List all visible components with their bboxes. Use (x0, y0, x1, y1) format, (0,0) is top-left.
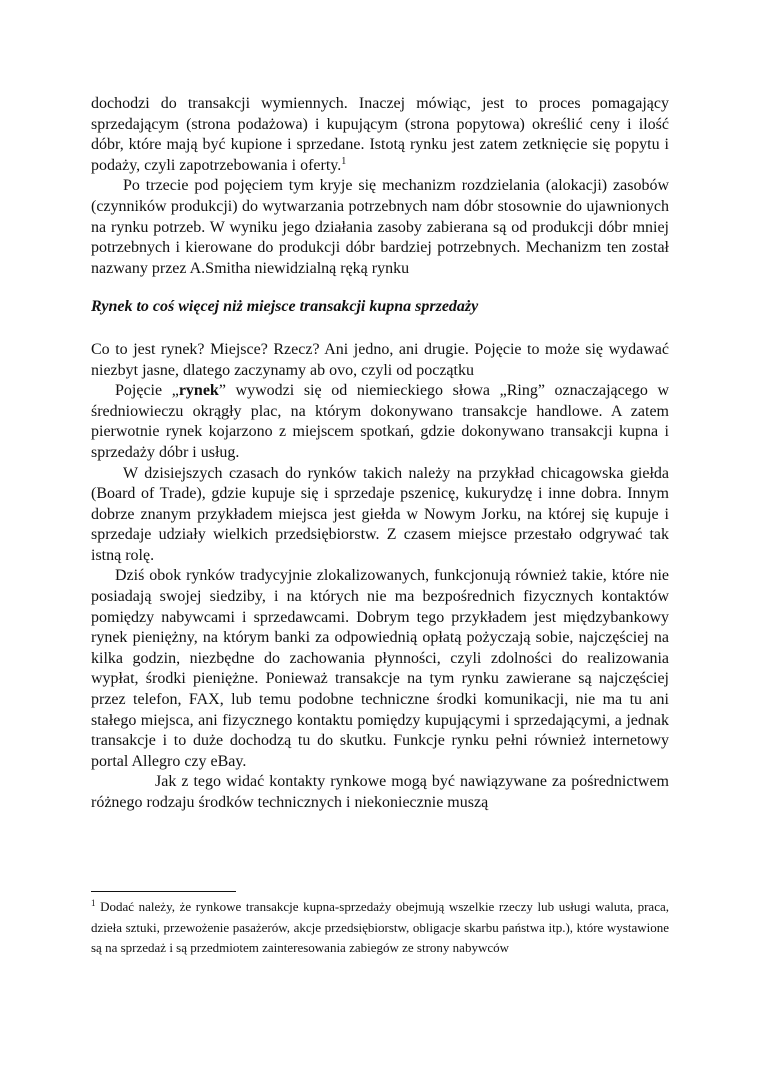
footnote-separator (91, 891, 236, 892)
paragraph (91, 381, 669, 463)
paragraph: Po trzecie pod pojęciem tym kryje się mechanizm rozdzielania (alokacji) zasobów (czynników produkcji) do wytwarzania potrzebnych nam dóbr stosownie do ujawnionych na rynku potrzeb. W wyniku jego działania zasoby zabierana są od produkcji dóbr mniej potrzebnych i kierowane do produkcji dóbr bardziej potrzebnych. Mechanizm ten został nazwany przez A.Smitha niewidzialną ręką rynku (91, 177, 669, 277)
document-body (91, 94, 669, 814)
paragraph: Jak z tego widać kontakty rynkowe mogą być nawiązywane za pośrednictwem różnego rodzaju środków technicznych i niekoniecznie muszą (91, 773, 669, 811)
paragraph (91, 94, 669, 176)
paragraph-text: ” wywodzi się od niemieckiego słowa „Ring” oznaczającego w średniowieczu okrągły plac, na którym dokonywano transakcje handlowe. A zatem pierwotnie rynek kojarzono z miejscem spotkań, gdzie dokonywano transakcji kupna i sprzedaży dóbr i usług. (91, 382, 669, 461)
footnote-number: 1 (91, 898, 96, 908)
footnote-reference[interactable]: 1 (341, 155, 347, 167)
paragraph: W dzisiejszych czasach do rynków takich należy na przykład chicagowska giełda (Board of Trade), gdzie kupuje się i sprzedaje pszenicę, kukurydzę i inne dobra. Innym dobrze znanym przykładem miejsca jest giełda w Nowym Jorku, na której się kupuje i sprzedaje udziały wielkich przedsiębiorstw. Z czasem miejsce przestało odgrywać tak istną rolę. (91, 464, 669, 564)
paragraph: Co to jest rynek? Miejsce? Rzecz? Ani jedno, ani drugie. Pojęcie to może się wydawać niezbyt jasne, dlatego zaczynamy ab ovo, czyli od początku (91, 340, 669, 379)
bold-term: rynek (178, 382, 219, 400)
footnote-text: Dodać należy, że rynkowe transakcje kupna-sprzedaży obejmują wszelkie rzeczy lub usługi waluta, praca, dzieła sztuki, przewożenie pasażerów, akcje przedsiębiorstw, obligacje skarbu państwa itp.), które wystawione są na sprzedaż i są przedmiotem zainteresowania zabiegów ze strony nabywców (91, 899, 669, 956)
section-heading: Rynek to coś więcej niż miejsce transakcji kupna sprzedaży (91, 298, 479, 316)
footnote (91, 897, 669, 959)
paragraph-text: dochodzi do transakcji wymiennych. Inaczej mówiąc, jest to proces pomagający sprzedającym (strona podażowa) i kupującym (strona popytowa) określić ceny i ilość dóbr, które mają być kupione i sprzedane. Istotą rynku jest zatem zetknięcie się popytu i podaży, czyli zapotrzebowania i oferty. (91, 95, 669, 174)
paragraph-text: Pojęcie „ (115, 382, 179, 400)
paragraph: Dziś obok rynków tradycyjnie zlokalizowanych, funkcjonują również takie, które nie posiadają swojej siedziby, i na których nie ma bezpośrednich fizycznych kontaktów pomiędzy nabywcami i sprzedawcami. Dobrym tego przykładem jest międzybankowy rynek pieniężny, na którym banki za odpowiednią opłatą pożyczają sobie, najczęściej na kilka godzin, niezbędne do zachowania płynności, czyli zdolności do realizowania wypłat, środki pieniężne. Ponieważ transakcje na tym rynku zawierane są najczęściej przez telefon, FAX, lub temu podobne techniczne środki komunikacji, nie ma tu ani stałego miejsca, ani fizycznego kontaktu pomiędzy kupującymi i sprzedającymi, a jednak transakcje i to duże dochodzą tu do skutku. Funkcje rynku pełni również internetowy portal Allegro czy eBay. (91, 567, 669, 770)
